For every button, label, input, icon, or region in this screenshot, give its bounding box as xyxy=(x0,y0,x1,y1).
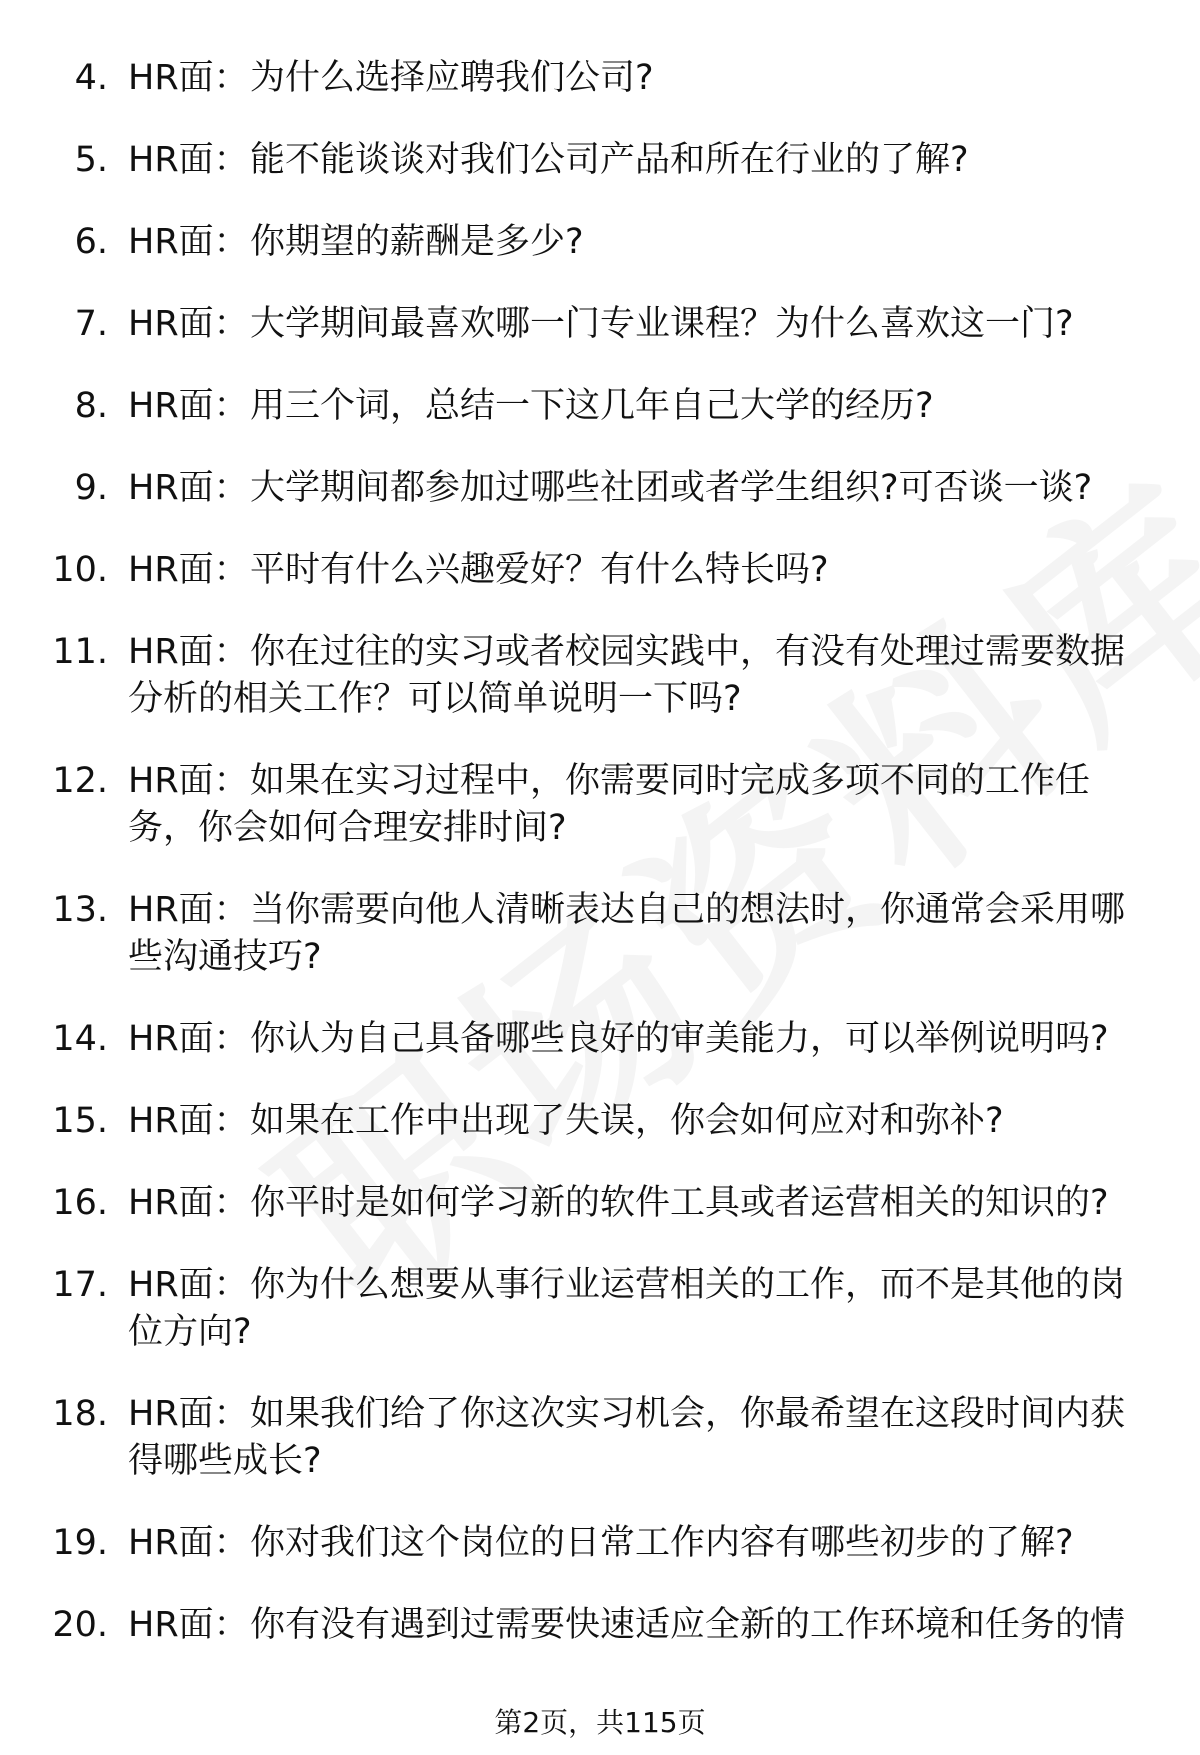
list-item xyxy=(0,219,1200,266)
item-number: 15. xyxy=(52,1101,108,1141)
list-item xyxy=(0,547,1200,594)
list-item xyxy=(0,1391,1200,1485)
list-item xyxy=(0,137,1200,184)
item-number: 5. xyxy=(74,140,108,180)
list-item xyxy=(0,887,1200,981)
list-item xyxy=(0,301,1200,348)
item-label: HR面： xyxy=(128,550,249,590)
item-text: 平时有什么兴趣爱好？有什么特长吗? xyxy=(250,550,829,590)
item-number: 19. xyxy=(52,1523,108,1563)
list-item xyxy=(0,1602,1200,1649)
page-footer: 第2页，共115页 xyxy=(494,1706,706,1739)
item-text: 当你需要向他人清晰表达自己的想法时，你通常会采用哪些沟通技巧? xyxy=(128,890,1126,977)
item-number: 11. xyxy=(52,632,108,672)
item-label: HR面： xyxy=(128,304,249,344)
question-list xyxy=(0,55,1200,1684)
item-label: HR面： xyxy=(128,386,249,426)
item-text: 你期望的薪酬是多少? xyxy=(250,222,584,262)
item-text: 能不能谈谈对我们公司产品和所在行业的了解? xyxy=(250,140,969,180)
item-number: 10. xyxy=(52,550,108,590)
item-label: HR面： xyxy=(128,140,249,180)
item-text: 大学期间最喜欢哪一门专业课程？为什么喜欢这一门? xyxy=(250,304,1074,344)
list-item xyxy=(0,1520,1200,1567)
item-label: HR面： xyxy=(128,890,249,930)
item-text: 为什么选择应聘我们公司? xyxy=(250,58,654,98)
item-number: 17. xyxy=(52,1265,108,1305)
item-number: 7. xyxy=(74,304,108,344)
item-label: HR面： xyxy=(128,468,249,508)
list-item xyxy=(0,1262,1200,1356)
item-number: 13. xyxy=(52,890,108,930)
item-text: 你对我们这个岗位的日常工作内容有哪些初步的了解? xyxy=(250,1523,1074,1563)
list-item xyxy=(0,1016,1200,1063)
item-label: HR面： xyxy=(128,1101,249,1141)
item-number: 4. xyxy=(74,58,108,98)
item-text: 你为什么想要从事行业运营相关的工作，而不是其他的岗位方向? xyxy=(128,1265,1126,1352)
item-text: 你在过往的实习或者校园实践中，有没有处理过需要数据分析的相关工作？可以简单说明一下吗? xyxy=(128,632,1126,719)
list-item xyxy=(0,383,1200,430)
item-number: 6. xyxy=(74,222,108,262)
item-number: 8. xyxy=(74,386,108,426)
item-text: 如果在工作中出现了失误，你会如何应对和弥补? xyxy=(250,1101,1004,1141)
item-text: 用三个词，总结一下这几年自己大学的经历? xyxy=(250,386,934,426)
item-label: HR面： xyxy=(128,1523,249,1563)
item-text: 你认为自己具备哪些良好的审美能力，可以举例说明吗? xyxy=(250,1019,1109,1059)
item-label: HR面： xyxy=(128,1605,249,1645)
item-label: HR面： xyxy=(128,632,249,672)
item-text: 如果我们给了你这次实习机会，你最希望在这段时间内获得哪些成长? xyxy=(128,1394,1126,1481)
item-text: 大学期间都参加过哪些社团或者学生组织?可否谈一谈? xyxy=(250,468,1093,508)
item-number: 18. xyxy=(52,1394,108,1434)
item-label: HR面： xyxy=(128,1394,249,1434)
item-number: 9. xyxy=(74,468,108,508)
item-label: HR面： xyxy=(128,1019,249,1059)
item-text: 你平时是如何学习新的软件工具或者运营相关的知识的? xyxy=(250,1183,1109,1223)
list-item xyxy=(0,758,1200,852)
item-text: 你有没有遇到过需要快速适应全新的工作环境和任务的情 xyxy=(250,1605,1126,1645)
item-text: 如果在实习过程中，你需要同时完成多项不同的工作任务，你会如何合理安排时间? xyxy=(128,761,1091,848)
item-label: HR面： xyxy=(128,1183,249,1223)
item-number: 14. xyxy=(52,1019,108,1059)
item-number: 12. xyxy=(52,761,108,801)
item-label: HR面： xyxy=(128,222,249,262)
item-label: HR面： xyxy=(128,58,249,98)
list-item xyxy=(0,1098,1200,1145)
item-label: HR面： xyxy=(128,1265,249,1305)
item-label: HR面： xyxy=(128,761,249,801)
item-number: 20. xyxy=(52,1605,108,1645)
list-item xyxy=(0,1180,1200,1227)
list-item xyxy=(0,629,1200,723)
item-number: 16. xyxy=(52,1183,108,1223)
list-item xyxy=(0,55,1200,102)
list-item xyxy=(0,465,1200,512)
